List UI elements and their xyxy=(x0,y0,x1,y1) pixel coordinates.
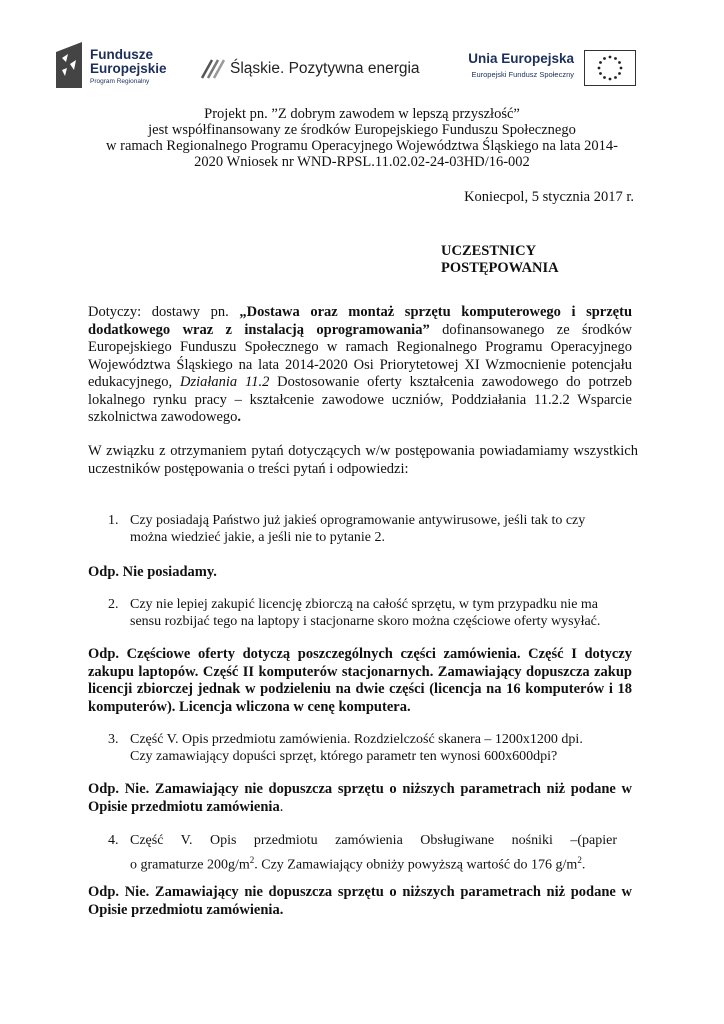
subject-action: Działania 11.2 xyxy=(179,374,270,390)
intro-paragraph: W związku z otrzymaniem pytań dotyczących w/w postępowania powiadamiamy wszystkich uczestników postępowania o treści pytań i odpowiedzi: xyxy=(88,443,638,477)
answer-2: Odp. Częściowe oferty dotyczą poszczególnych części zamówienia. Część I dotyczy zakupu laptopów. Część II komputerów stacjonarnych. Zamawiający dopuszcza zakup licencji zbiorczej jednak w podzieleniu na dwie części (licencja na 16 komputerów i 18 komputerów). Licencja wliczona w cenę komputera. xyxy=(88,646,632,715)
question-3-line1: Część V. Opis przedmiotu zamówienia. Rozdzielczość skanera – 1200x1200 dpi. xyxy=(130,732,583,747)
fe-line1: Fundusze xyxy=(90,47,153,62)
slaskie-text: Śląskie. Pozytywna energia xyxy=(230,60,420,77)
q4-sup2: 2 xyxy=(577,855,582,865)
letter-date: Koniecpol, 5 stycznia 2017 r. xyxy=(464,189,634,205)
question-4-line1: Część V. Opis przedmiotu zamówienia Obsługiwane nośniki –(papier xyxy=(130,833,617,848)
answer-3-end: . xyxy=(279,798,284,815)
slaskie-logo xyxy=(200,38,420,94)
subject-prefix: Dotyczy: dostawy pn. xyxy=(88,304,240,320)
question-1-number: 1. xyxy=(108,513,119,528)
fe-line3: Program Regionalny xyxy=(90,78,150,85)
slaskie-wave-icon xyxy=(200,58,226,80)
project-header-line1: Projekt pn. ”Z dobrym zawodem w lepszą przyszłość” xyxy=(204,106,520,122)
q4-line2c: . xyxy=(581,857,586,873)
subject-rest: Dostosowanie oferty kształcenia zawodowego do potrzeb lokalnego rynku pracy – kształcenie zawodowe uczniów, Poddziałania 11.2.2 Wsparcie szkolnictwa zawodowego xyxy=(88,374,632,425)
fe-line2: Europejskie xyxy=(90,61,167,76)
subject-end: . xyxy=(237,409,242,425)
answer-4: Odp. Nie. Zamawiający nie dopuszcza sprzętu o niższych parametrach niż podane w Opisie przedmiotu zamówienia. xyxy=(88,884,632,918)
logo-bar xyxy=(56,38,636,96)
question-3-line2: Czy zamawiający dopuści sprzęt, którego parametr ten wynosi 600x600dpi? xyxy=(130,749,558,764)
answer-1: Odp. Nie posiadamy. xyxy=(88,564,217,580)
question-3-number: 3. xyxy=(108,732,119,747)
question-4-number: 4. xyxy=(108,833,119,848)
subject-title: „Dostawa oraz montaż sprzętu komputerowego i sprzętu dodatkowego wraz z instalacją oprogramowania” xyxy=(88,304,633,338)
project-header-line4: 2020 Wniosek nr WND-RPSL.11.02.02-24-03HD/16-002 xyxy=(194,154,530,170)
addressee-line1: UCZESTNICY xyxy=(441,243,537,259)
subject-paragraph xyxy=(88,304,632,427)
eu-flag-icon xyxy=(584,50,636,86)
q4-sup1: 2 xyxy=(249,855,255,865)
unia-europejska-logo xyxy=(444,38,574,94)
question-4-line2 xyxy=(130,852,585,874)
subject-mid: dofinansowanego ze środków Europejskiego Funduszu Społecznego w ramach Regionalnego Programu Operacyjnego Województwa Śląskiego na lata 2014-2020 Osi Priorytetowej XI Wzmocnienie potencjału edukacyjnego, xyxy=(88,321,632,390)
project-header-line3: w ramach Regionalnego Programu Operacyjnego Województwa Śląskiego na lata 2014- xyxy=(106,138,618,154)
question-2-line2: sensu rozbijać tego na laptopy i stacjonarne skoro można częściowe oferty wysyłać. xyxy=(130,614,601,629)
addressee xyxy=(441,243,559,277)
fundusze-europejskie-logo xyxy=(56,38,176,94)
question-2-line1: Czy nie lepiej zakupić licencję zbiorczą na całość sprzętu, w tym przypadku nie ma xyxy=(130,597,599,612)
question-2-number: 2. xyxy=(108,597,119,612)
ue-line2: Europejski Fundusz Społeczny xyxy=(471,70,574,79)
project-header-line2: jest współfinansowany ze środków Europejskiego Funduszu Społecznego xyxy=(148,122,576,138)
answer-3 xyxy=(88,781,632,816)
ue-line1: Unia Europejska xyxy=(468,51,574,66)
eu-stars-icon xyxy=(585,51,635,85)
q4-line2a: o gramaturze 200g/m xyxy=(130,857,250,873)
question-1-line1: Czy posiadają Państwo już jakieś oprogramowanie antywirusowe, jeśli tak to czy xyxy=(130,513,586,528)
addressee-line2: POSTĘPOWANIA xyxy=(441,260,559,276)
question-1-line2: można wiedzieć jakie, a jeśli nie to pytanie 2. xyxy=(130,530,386,545)
answer-3-text: Odp. Nie. Zamawiający nie dopuszcza sprzętu o niższych parametrach niż podane w Opisie przedmiotu zamówienia xyxy=(88,781,632,815)
fundusze-europejskie-icon xyxy=(56,42,86,88)
q4-line2b: . Czy Zamawiający obniży powyższą wartość do 176 g/m xyxy=(254,857,578,873)
